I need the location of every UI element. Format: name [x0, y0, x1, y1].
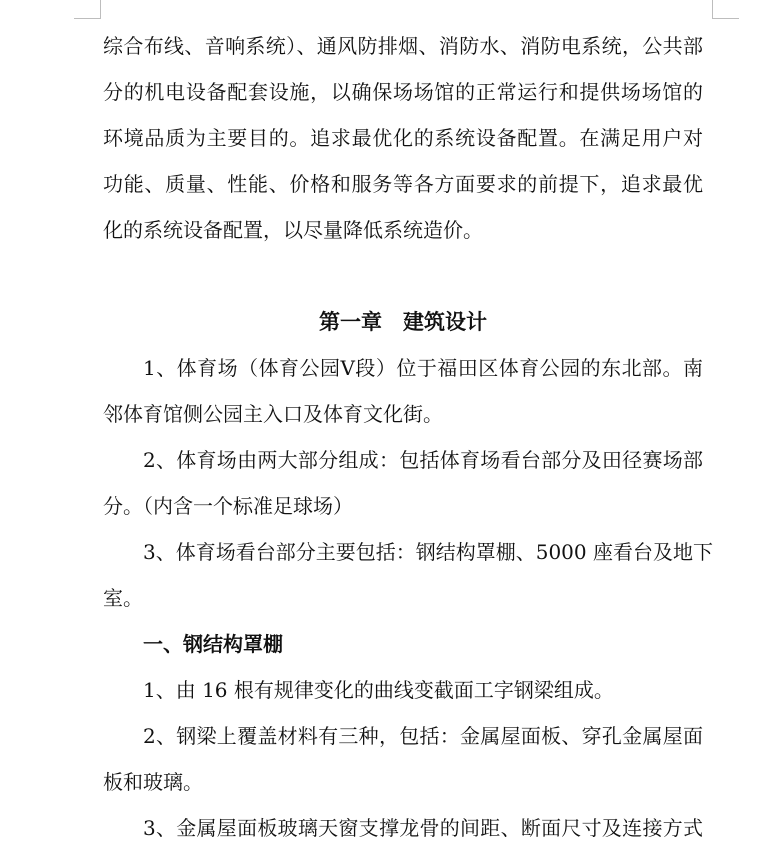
item-3-line-1: 3、体育场看台部分主要包括：钢结构罩棚、5000 座看台及地下	[143, 540, 713, 564]
section-para-2-line-1: 2、钢梁上覆盖材料有三种，包括：金属屋面板、穿孔金属屋面	[143, 724, 703, 748]
section-para-3-line-1: 3、金属屋面板玻璃天窗支撑龙骨的间距、断面尺寸及连接方式	[143, 816, 703, 840]
intro-line-5: 化的系统设备配置，以尽量降低系统造价。	[103, 218, 483, 242]
item-1-line-2: 邻体育馆侧公园主入口及体育文化街。	[103, 402, 443, 426]
item-1-line-1: 1、体育场（体育公园Ⅴ段）位于福田区体育公园的东北部。南	[143, 356, 703, 380]
crop-mark-left	[74, 0, 101, 19]
document-body	[103, 23, 713, 851]
section-para-2-line-2: 板和玻璃。	[103, 770, 203, 794]
chapter-heading: 第一章 建筑设计	[319, 309, 487, 334]
section-para-1: 1、由 16 根有规律变化的曲线变截面工字钢梁组成。	[143, 678, 614, 702]
item-3-line-2: 室。	[103, 586, 143, 610]
item-2-line-1: 2、体育场由两大部分组成：包括体育场看台部分及田径赛场部	[143, 448, 703, 472]
item-2-line-2: 分。（内含一个标准足球场）	[103, 494, 353, 518]
intro-line-3: 环境品质为主要目的。追求最优化的系统设备配置。在满足用户对	[103, 126, 703, 150]
intro-line-2: 分的机电设备配套设施，以确保场场馆的正常运行和提供场场馆的	[103, 80, 703, 104]
paragraph-spacer	[103, 253, 703, 299]
intro-line-4: 功能、质量、性能、价格和服务等各方面要求的前提下，追求最优	[103, 172, 703, 196]
intro-line-1: 综合布线、音响系统）、通风防排烟、消防水、消防电系统，公共部	[103, 34, 703, 58]
section-heading: 一、钢结构罩棚	[143, 632, 283, 656]
crop-mark-right	[712, 0, 739, 19]
